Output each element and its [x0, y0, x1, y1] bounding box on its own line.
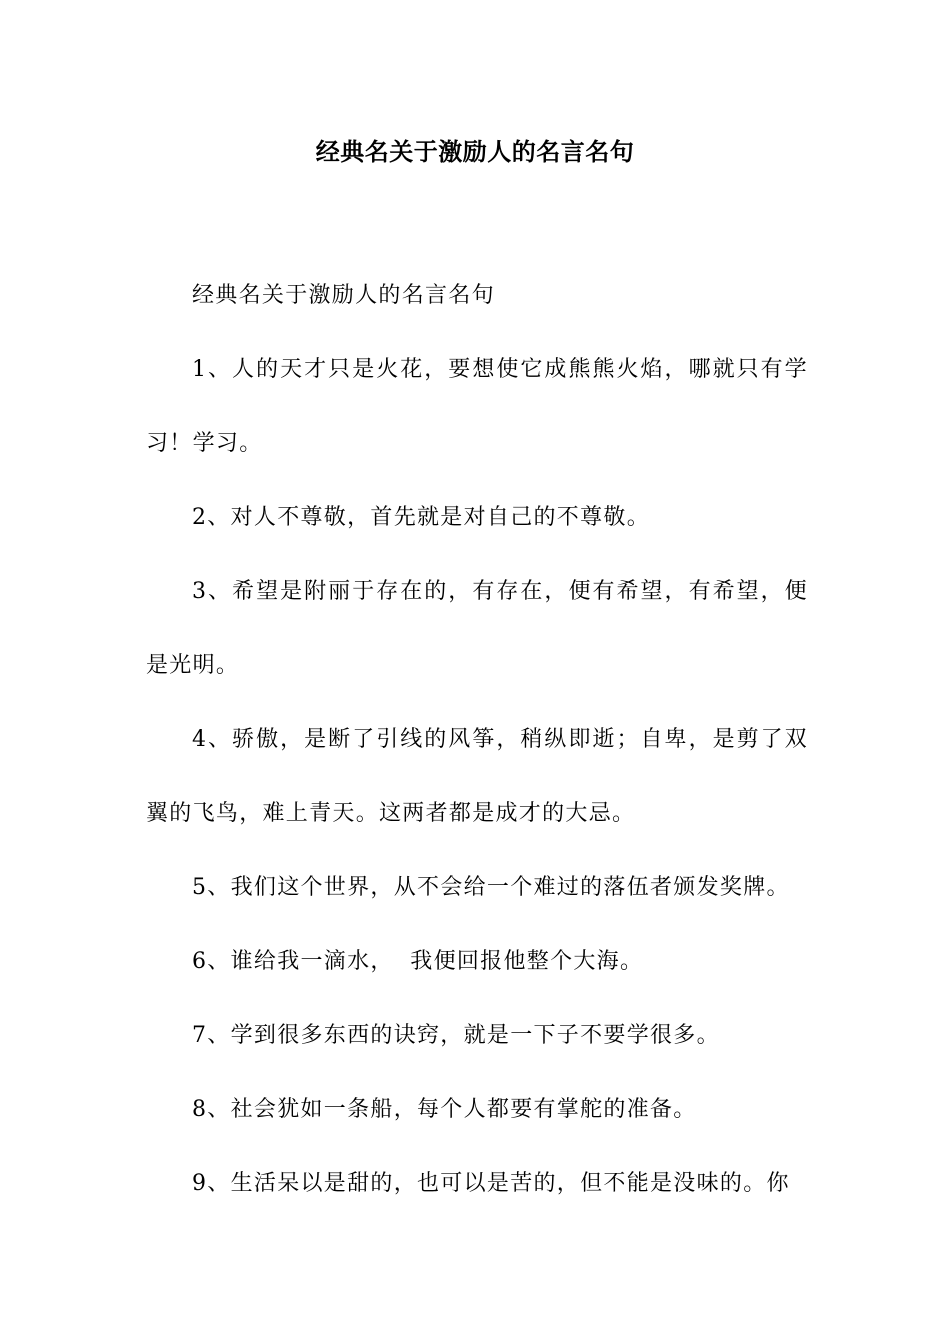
quote-item-6: 6、谁给我一滴水， 我便回报他整个大海。 — [192, 949, 644, 974]
quote-item-5: 5、我们这个世界，从不会给一个难过的落伍者颁发奖牌。 — [192, 875, 790, 900]
paragraph-heading: 经典名关于激励人的名言名句 — [192, 283, 495, 308]
quote-item-1: 1、人的天才只是火花，要想使它成熊熊火焰，哪就只有学习！学习。 — [146, 357, 808, 456]
quote-item-9: 9、生活呆以是甜的，也可以是苦的，但不能是没味的。你 — [192, 1171, 790, 1196]
quote-item-4: 4、骄傲，是断了引线的风筝，稍纵即逝；自卑，是剪了双翼的飞鸟，难上青天。这两者都是成才的大忌。 — [146, 727, 808, 826]
document-body — [146, 259, 808, 1221]
quote-item-7: 7、学到很多东西的诀窍，就是一下子不要学很多。 — [192, 1023, 720, 1048]
quote-item-8: 8、社会犹如一条船，每个人都要有掌舵的准备。 — [192, 1097, 697, 1122]
quote-item-2: 2、对人不尊敬，首先就是对自己的不尊敬。 — [192, 505, 650, 530]
quote-item-3: 3、希望是附丽于存在的，有存在，便有希望，有希望，便是光明。 — [146, 579, 808, 678]
document-title: 经典名关于激励人的名言名句 — [315, 138, 635, 166]
